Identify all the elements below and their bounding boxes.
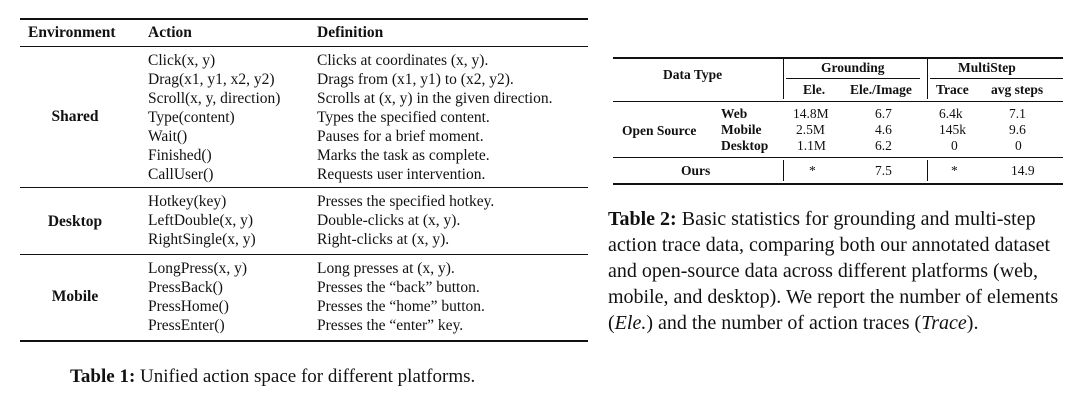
table1-caption-text: Unified action space for different platforms. xyxy=(135,366,476,387)
group-rule xyxy=(20,254,588,255)
table2-caption xyxy=(608,206,1066,336)
grounding-underline xyxy=(786,78,920,79)
multistep-underline xyxy=(930,78,1063,79)
definition-cell: Requests user intervention. xyxy=(317,166,486,183)
cell-ele-image: 4.6 xyxy=(875,122,892,137)
label-ours: Ours xyxy=(681,163,711,178)
definition-cell: Scrolls at (x, y) in the given direction. xyxy=(317,90,553,107)
column-separator xyxy=(783,59,784,99)
action-cell: CallUser() xyxy=(148,166,214,183)
definition-cell: Drags from (x1, y1) to (x2, y2). xyxy=(317,71,514,88)
column-separator xyxy=(783,160,784,181)
action-cell: Hotkey(key) xyxy=(148,193,227,210)
cell-avg-steps: 9.6 xyxy=(1009,122,1026,137)
subheader-ele-image: Ele./Image xyxy=(850,82,912,97)
column-separator xyxy=(927,160,928,181)
action-cell: LongPress(x, y) xyxy=(148,260,248,277)
caption-ele-term: Ele. xyxy=(614,312,647,334)
platform-mobile: Mobile xyxy=(721,122,762,137)
action-cell: RightSingle(x, y) xyxy=(148,231,256,248)
platform-desktop: Desktop xyxy=(721,138,769,153)
table2-caption-text: ) and the number of action traces ( xyxy=(646,312,922,334)
definition-cell: Right-clicks at (x, y). xyxy=(317,231,450,248)
definition-cell: Clicks at coordinates (x, y). xyxy=(317,52,489,69)
action-cell: Scroll(x, y, direction) xyxy=(148,90,281,107)
action-cell: PressHome() xyxy=(148,298,229,315)
group-label-desktop: Desktop xyxy=(47,213,103,230)
table-top-rule xyxy=(20,18,588,20)
action-cell: LeftDouble(x, y) xyxy=(148,212,254,229)
platform-web: Web xyxy=(721,106,748,121)
cell-trace: 0 xyxy=(951,138,958,153)
definition-cell: Presses the “back” button. xyxy=(317,279,480,296)
cell-ele: 2.5M xyxy=(796,122,825,137)
cell-ele: * xyxy=(809,163,816,178)
cell-avg-steps: 14.9 xyxy=(1011,163,1035,178)
header-rule xyxy=(20,46,588,47)
ours-rule xyxy=(613,157,1063,158)
definition-cell: Pauses for a brief moment. xyxy=(317,128,484,145)
definition-cell: Types the specified content. xyxy=(317,109,490,126)
header-rule xyxy=(613,101,1063,102)
action-cell: Drag(x1, y1, x2, y2) xyxy=(148,71,275,88)
definition-cell: Long presses at (x, y). xyxy=(317,260,455,277)
header-definition: Definition xyxy=(317,24,384,41)
table2-caption-text: Basic statistics for grounding and multi-step action trace data, comparing both our annotated dataset and open-source data across different platforms (web, mobile, and desktop). We report the number of elements ( xyxy=(608,208,1059,334)
subheader-ele: Ele. xyxy=(803,82,826,97)
action-cell: Click(x, y) xyxy=(148,52,216,69)
cell-ele: 1.1M xyxy=(797,138,826,153)
definition-cell: Presses the specified hotkey. xyxy=(317,193,495,210)
action-cell: Type(content) xyxy=(148,109,235,126)
label-open-source: Open Source xyxy=(622,123,697,138)
table-bottom-rule xyxy=(20,340,588,342)
table2-caption-text: ). xyxy=(966,312,979,334)
header-environment: Environment xyxy=(28,24,116,41)
cell-trace: * xyxy=(951,163,958,178)
caption-trace-term: Trace xyxy=(921,312,967,334)
cell-trace: 6.4k xyxy=(939,106,963,121)
action-cell: PressBack() xyxy=(148,279,223,296)
table-top-rule xyxy=(613,57,1063,59)
header-action: Action xyxy=(148,24,192,41)
table1-caption-label: Table 1: xyxy=(70,366,136,387)
column-separator xyxy=(927,59,928,99)
table-bottom-rule xyxy=(613,183,1063,185)
group-label-mobile: Mobile xyxy=(51,288,99,305)
table1-caption xyxy=(70,366,475,388)
definition-cell: Presses the “enter” key. xyxy=(317,317,464,334)
group-label-shared: Shared xyxy=(51,108,99,125)
subheader-avg-steps: avg steps xyxy=(991,82,1044,97)
cell-trace: 145k xyxy=(939,122,966,137)
definition-cell: Marks the task as complete. xyxy=(317,147,490,164)
cell-ele-image: 7.5 xyxy=(875,163,892,178)
cell-avg-steps: 0 xyxy=(1015,138,1022,153)
header-data-type: Data Type xyxy=(663,67,723,82)
header-grounding: Grounding xyxy=(821,60,885,75)
cell-ele-image: 6.2 xyxy=(875,138,892,153)
cell-ele: 14.8M xyxy=(793,106,829,121)
definition-cell: Double-clicks at (x, y). xyxy=(317,212,461,229)
group-rule xyxy=(20,187,588,188)
action-cell: Wait() xyxy=(148,128,188,145)
subheader-trace: Trace xyxy=(936,82,969,97)
cell-ele-image: 6.7 xyxy=(875,106,892,121)
table2-caption-label: Table 2: xyxy=(608,208,677,230)
definition-cell: Presses the “home” button. xyxy=(317,298,485,315)
action-cell: Finished() xyxy=(148,147,212,164)
action-cell: PressEnter() xyxy=(148,317,225,334)
cell-avg-steps: 7.1 xyxy=(1009,106,1026,121)
header-multistep: MultiStep xyxy=(958,60,1016,75)
